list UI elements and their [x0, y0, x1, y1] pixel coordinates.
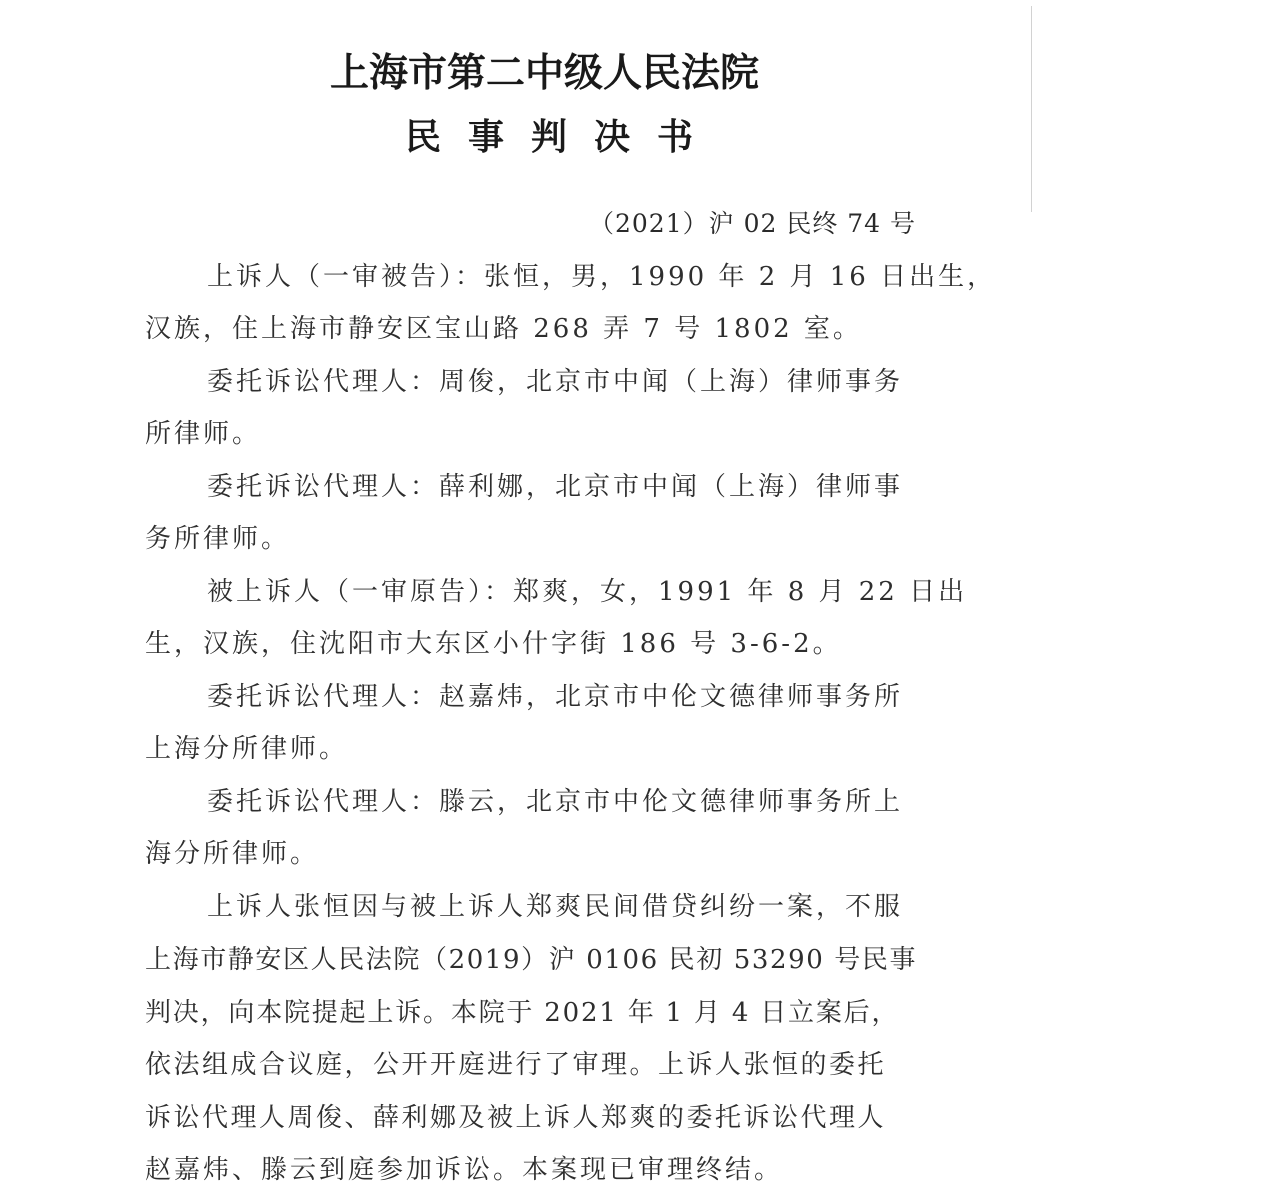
appellee-line-1: 被上诉人（一审原告）：郑爽，女，1991 年 8 月 22 日出 [207, 577, 968, 607]
appellant-agent-1-line-2: 所律师。 [145, 419, 262, 449]
appellant-line-2: 汉族，住上海市静安区宝山路 268 弄 7 号 1802 室。 [145, 314, 862, 344]
appellee-line-2: 生，汉族，住沈阳市大东区小什字街 186 号 3-6-2。 [145, 629, 842, 659]
court-name: 上海市第二中级人民法院 [330, 50, 760, 96]
appellee-agent-2-line-1: 委托诉讼代理人：滕云，北京市中伦文德律师事务所上 [207, 787, 904, 817]
appellant-line-1: 上诉人（一审被告）：张恒，男，1990 年 2 月 16 日出生， [207, 262, 997, 292]
case-body-line-5: 诉讼代理人周俊、薛利娜及被上诉人郑爽的委托诉讼代理人 [145, 1103, 887, 1133]
case-number: （2021）沪 02 民终 74 号 [589, 209, 917, 238]
appellant-agent-1-line-1: 委托诉讼代理人：周俊，北京市中闻（上海）律师事务 [207, 367, 904, 397]
appellant-agent-2-line-2: 务所律师。 [145, 524, 291, 554]
case-body-line-6: 赵嘉炜、滕云到庭参加诉讼。本案现已审理终结。 [145, 1155, 784, 1185]
case-body-line-1: 上诉人张恒因与被上诉人郑爽民间借贷纠纷一案，不服 [207, 892, 904, 922]
case-body-line-2: 上海市静安区人民法院（2019）沪 0106 民初 53290 号民事 [145, 945, 918, 975]
appellee-agent-2-line-2: 海分所律师。 [145, 839, 320, 869]
page-edge-divider [1031, 6, 1032, 212]
appellee-agent-1-line-2: 上海分所律师。 [145, 734, 349, 764]
case-body-line-3: 判决，向本院提起上诉。本院于 2021 年 1 月 4 日立案后， [145, 998, 900, 1028]
appellant-agent-2-line-1: 委托诉讼代理人：薛利娜，北京市中闻（上海）律师事 [207, 472, 904, 502]
document-title: 民事判决书 [405, 116, 721, 158]
appellee-agent-1-line-1: 委托诉讼代理人：赵嘉炜，北京市中伦文德律师事务所 [207, 682, 904, 712]
case-body-line-4: 依法组成合议庭，公开开庭进行了审理。上诉人张恒的委托 [145, 1050, 887, 1080]
